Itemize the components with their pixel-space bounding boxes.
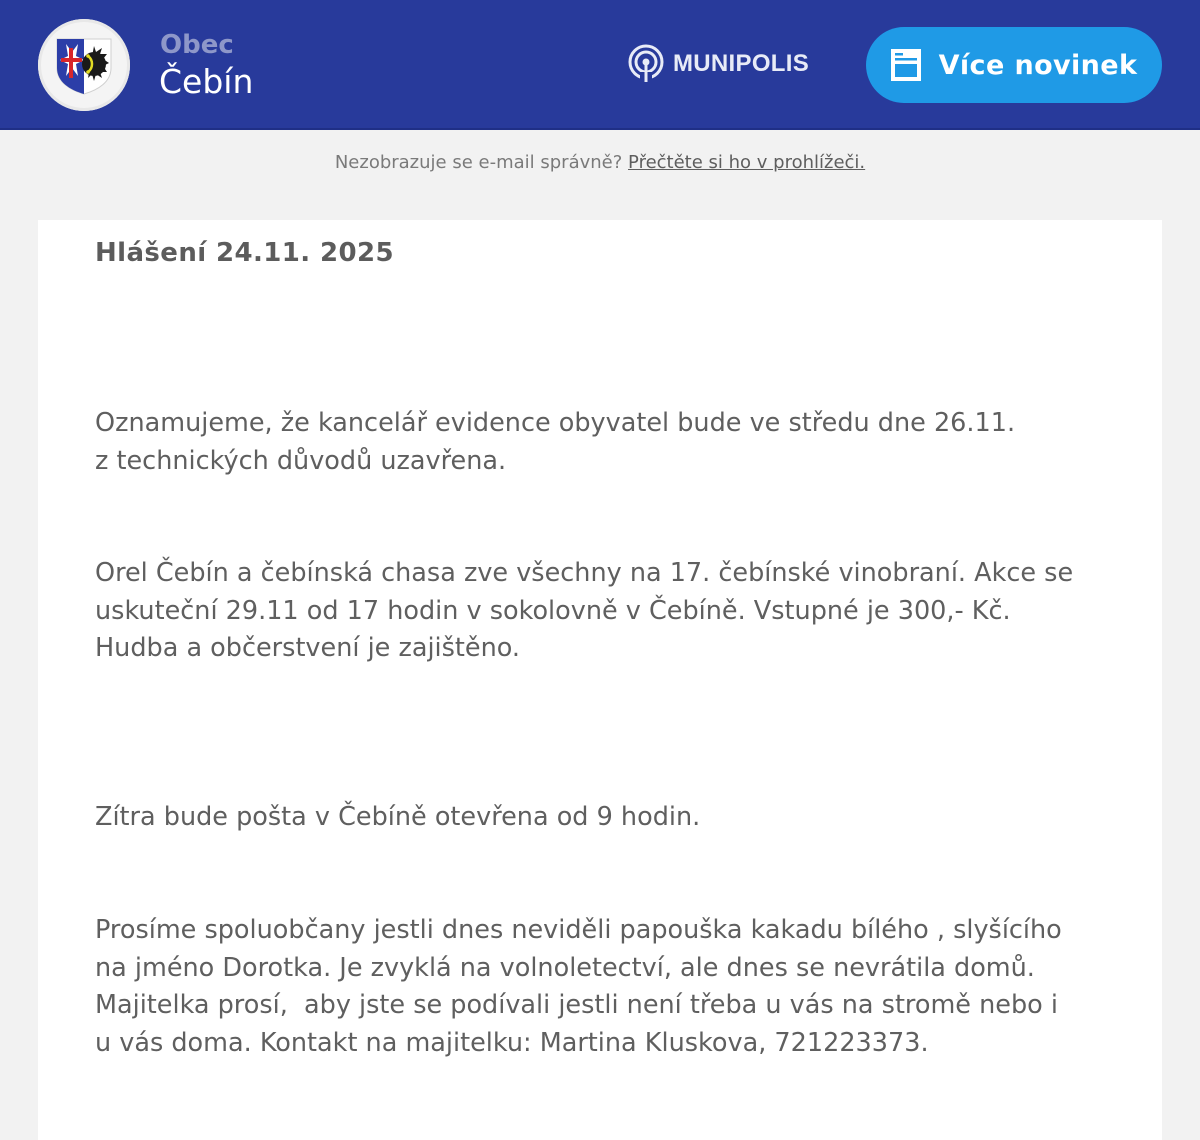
paragraph-line: Hudba a občerstvení je zajištěno. <box>95 633 521 663</box>
paragraph-line: Oznamujeme, že kancelář evidence obyvatel bude ve středu dne 26.11. <box>95 408 1016 438</box>
paragraph-wine-harvest <box>95 555 1125 668</box>
view-in-browser-text: Nezobrazuje se e-mail správně? <box>334 152 623 173</box>
paragraph-line: Zítra bude pošta v Čebíně otevřena od 9 hodin. <box>95 802 701 832</box>
email-header <box>0 0 1200 130</box>
paragraph-line: z technických důvodů uzavřena. <box>95 445 507 476</box>
paragraph-line: u vás doma. Kontakt na majitelku: Martina Kluskova, 721223373. <box>95 1027 929 1058</box>
newspaper-icon <box>891 49 921 81</box>
paragraph-post-office <box>95 799 1125 837</box>
more-news-label: Více novinek <box>938 49 1138 81</box>
view-in-browser-notice <box>0 152 1200 173</box>
municipality-logo[interactable] <box>38 19 130 111</box>
paragraph-line: Prosíme spoluobčany jestli dnes neviděli papouška kakadu bílého , slyšícího <box>95 915 1062 945</box>
announcement-card <box>38 220 1162 1140</box>
coat-of-arms-icon <box>54 36 114 96</box>
munipolis-text: MUNIPOLIS <box>673 50 810 77</box>
view-in-browser-link[interactable]: Přečtěte si ho v prohlížeči. <box>628 152 866 173</box>
brand-prefix: Obec <box>160 30 234 60</box>
paragraph-office-closure <box>95 405 1125 480</box>
broadcast-icon <box>627 44 665 84</box>
paragraph-line: Majitelka prosí, aby jste se podívali jestli není třeba u vás na stromě nebo i <box>95 990 1058 1020</box>
brand-name: Čebín <box>159 62 254 101</box>
announcement-title: Hlášení 24.11. 2025 <box>95 238 394 268</box>
munipolis-logo[interactable] <box>627 44 809 84</box>
paragraph-lost-parrot <box>95 912 1125 1062</box>
paragraph-line: na jméno Dorotka. Je zvyklá na volnoletectví, ale dnes se nevrátila domů. <box>95 952 1035 983</box>
paragraph-line: uskuteční 29.11 od 17 hodin v sokolovně v Čebíně. Vstupné je 300,- Kč. <box>95 595 1011 626</box>
more-news-button[interactable] <box>866 27 1162 103</box>
paragraph-line: Orel Čebín a čebínská chasa zve všechny na 17. čebínské vinobraní. Akce se <box>95 558 1074 588</box>
